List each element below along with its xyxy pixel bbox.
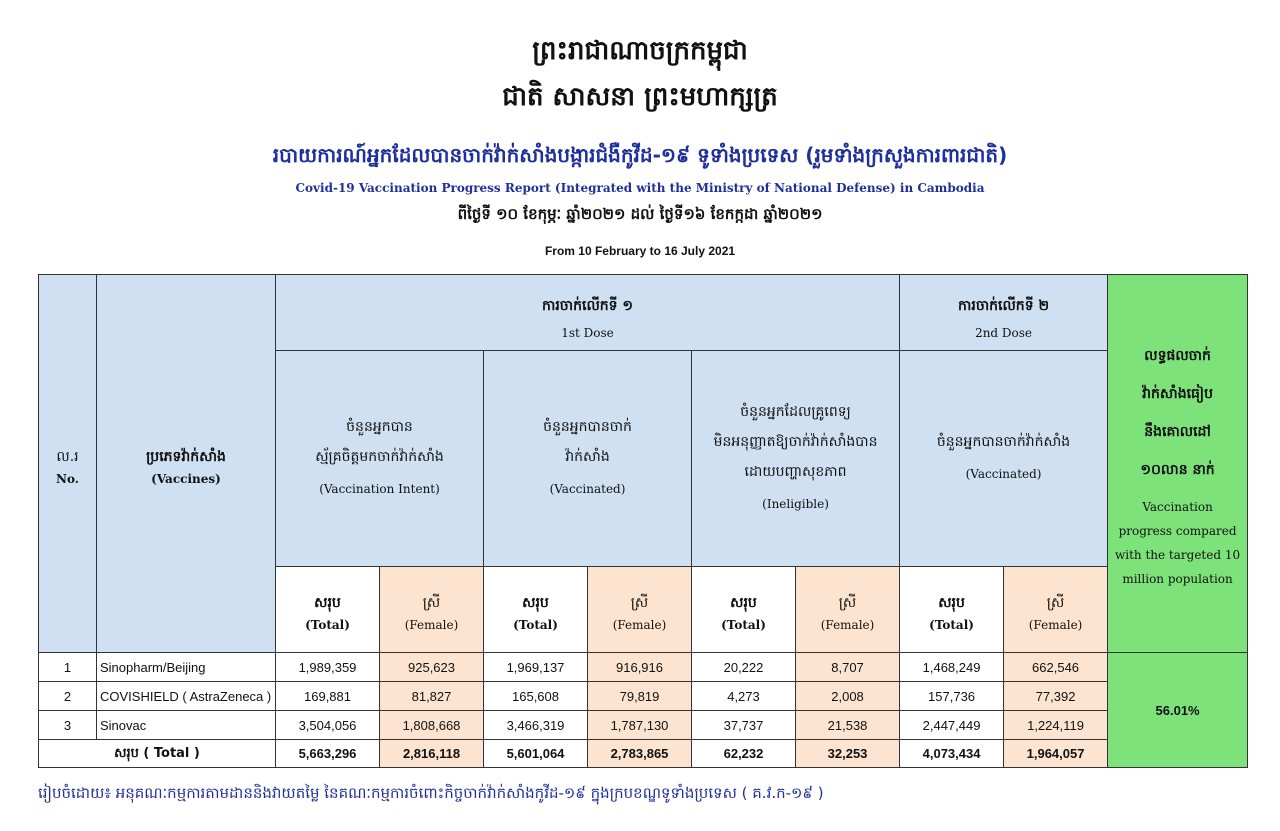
report-title-en: Covid-19 Vaccination Progress Report (Integrated with the Ministry of National Defense) in Cambodia (295, 181, 985, 195)
total-subheader: សរុប (Total) (484, 567, 588, 653)
intent-header: ចំនួនអ្នកបាន ស្ម័គ្រចិត្តមកចាក់វ៉ាក់សាំង (Vaccination Intent) (276, 351, 484, 567)
total-subheader: សរុប (Total) (692, 567, 796, 653)
progress-value: 56.01% (1108, 653, 1248, 768)
table-row: 1 Sinopharm/Beijing 1,989,359 925,623 1,969,137 916,916 20,222 8,707 1,468,249 662,546 56.01% (39, 653, 1248, 682)
vaccine-header: ប្រភេទវ៉ាក់សាំង (Vaccines) (97, 275, 276, 653)
total-subheader: សរុប (Total) (900, 567, 1004, 653)
prepared-by-footer: រៀបចំដោយ៖ អនុគណៈកម្មការតាមដាននិងវាយតម្លៃ នៃគណៈកម្មការចំពោះកិច្ចចាក់វ៉ាក់សាំងកូវីដ-១៩ ក្នុងក្របខណ្ឌទូទាំងប្រទេស ( គ.វ.ក-១៩ ) (38, 784, 824, 802)
vaccinated2-header: ចំនួនអ្នកបានចាក់វ៉ាក់សាំង (Vaccinated) (900, 351, 1108, 567)
vaccinated1-header: ចំនួនអ្នកបានចាក់ វ៉ាក់សាំង (Vaccinated) (484, 351, 692, 567)
kingdom-heading: ព្រះរាជាណាចក្រកម្ពុជា (532, 36, 748, 66)
female-subheader: ស្រី (Female) (380, 567, 484, 653)
report-period-km: ពីថ្ងៃទី ១០ ខែកុម្ភៈ ឆ្នាំ២០២១ ដល់ ថ្ងៃទី១៦ ខែកក្កដា ឆ្នាំ២០២១ (457, 205, 823, 223)
motto-heading: ជាតិ សាសនា ព្រះមហាក្សត្រ (502, 82, 778, 112)
no-header: ល.រ No. (39, 275, 97, 653)
report-period-en: From 10 February to 16 July 2021 (544, 244, 736, 258)
total-subheader: សរុប (Total) (276, 567, 380, 653)
progress-header: លទ្ធផលចាក់ វ៉ាក់សាំងធៀប នឹងគោលដៅ ១០លាន នាក់ Vaccination progress compared with the targeted 10 million population (1108, 275, 1248, 653)
female-subheader: ស្រី (Female) (796, 567, 900, 653)
vaccination-table (38, 274, 1248, 768)
total-row: សរុប ( Total ) 5,663,296 2,816,118 5,601,064 2,783,865 62,232 32,253 4,073,434 1,964,057 (39, 740, 1248, 768)
dose1-header: ការចាក់លើកទី ១ 1st Dose (276, 275, 900, 351)
table-row: 3 Sinovac 3,504,056 1,808,668 3,466,319 1,787,130 37,737 21,538 2,447,449 1,224,119 (39, 711, 1248, 740)
dose2-header: ការចាក់លើកទី ២ 2nd Dose (900, 275, 1108, 351)
table-row: 2 COVISHIELD ( AstraZeneca ) 169,881 81,827 165,608 79,819 4,273 2,008 157,736 77,392 (39, 682, 1248, 711)
female-subheader: ស្រី (Female) (588, 567, 692, 653)
female-subheader: ស្រី (Female) (1004, 567, 1108, 653)
ineligible-header: ចំនួនអ្នកដែលគ្រូពេទ្យ មិនអនុញ្ញាតឱ្យចាក់វ៉ាក់សាំងបាន ដោយបញ្ហាសុខភាព (Ineligible) (692, 351, 900, 567)
report-title-km: របាយការណ៍អ្នកដែលបានចាក់វ៉ាក់សាំងបង្ការជំងឺកូវីដ-១៩ ទូទាំងប្រទេស (រួមទាំងក្រសួងការពារជាតិ) (272, 143, 1008, 167)
